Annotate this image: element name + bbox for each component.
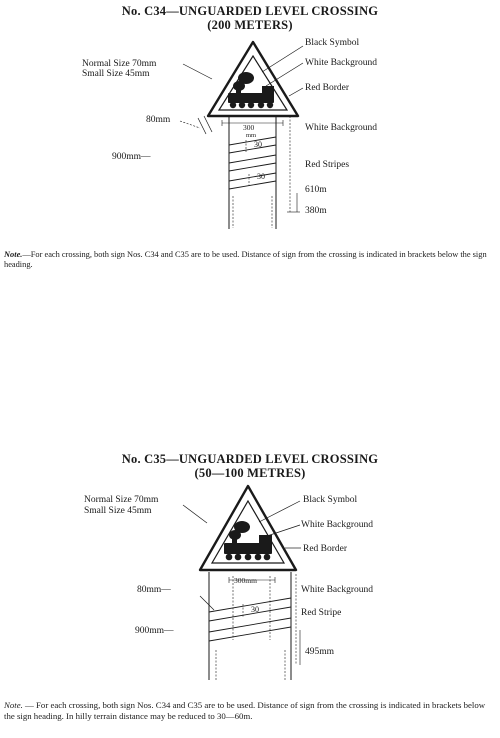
c35-label-300mm: 300mm [234, 576, 257, 585]
c35-label-normal-size: Normal Size 70mm [84, 495, 159, 505]
c34-subtitle: (200 METERS) [207, 18, 293, 32]
c34-label-300: 300 [243, 123, 255, 132]
c34-note-text: —For each crossing, both sign Nos. C34 and C35 are to be used. Distance of sign from the crossing is indicated in brackets below the sign heading. [4, 250, 487, 269]
c34-label-white-background-post: White Background [305, 123, 378, 133]
c34-label-red-stripes: Red Stripes [305, 160, 350, 170]
c35-label-red-stripe: Red Stripe [301, 608, 342, 618]
c34-label-80mm: 80mm [146, 115, 171, 125]
c35-label-black-symbol: Black Symbol [303, 495, 358, 505]
c35-label-small-size: Small Size 45mm [84, 506, 152, 516]
c35-label-red-border: Red Border [303, 544, 348, 554]
c34-label-normal-size: Normal Size 70mm [82, 59, 157, 69]
c35-label-80mm: 80mm— [137, 585, 171, 595]
c35-subtitle: (50—100 METRES) [194, 466, 306, 480]
c34-label-610m: 610m [305, 185, 327, 195]
c34-note-lead: Note. [4, 250, 23, 259]
c34-label-angle-1: 30 [254, 140, 262, 149]
c34-label-red-border: Red Border [305, 83, 350, 93]
c34-title: No. C34—UNGUARDED LEVEL CROSSING [121, 4, 379, 18]
c35-label-white-background: White Background [301, 520, 374, 530]
c35-label-900mm: 900mm— [135, 626, 174, 636]
c35-note [4, 700, 494, 722]
c34-label-white-background: White Background [305, 58, 378, 68]
c35-label-angle: 30 [251, 605, 259, 614]
c35-note-text: — For each crossing, both sign Nos. C34 and C35 are to be used. Distance of sign from the crossing is indicated in brackets below the sign heading. In hilly terrain distance may be reduced to 30—60m. [4, 700, 486, 721]
c34-label-900mm: 900mm— [112, 152, 151, 162]
c35-note-lead: Note. [4, 700, 23, 710]
c34-label-300-unit: mm [246, 132, 257, 139]
c34-label-black-symbol: Black Symbol [305, 38, 360, 48]
c34-label-angle-2: 30 [257, 172, 265, 181]
c35-label-495mm: 495mm [305, 647, 335, 657]
c35-label-white-background-post: White Background [301, 585, 374, 595]
c35-title: No. C35—UNGUARDED LEVEL CROSSING [121, 452, 379, 466]
c34-label-380m: 380m [305, 206, 327, 216]
c35-post [200, 572, 300, 680]
c34-label-small-size: Small Size 45mm [82, 69, 150, 79]
